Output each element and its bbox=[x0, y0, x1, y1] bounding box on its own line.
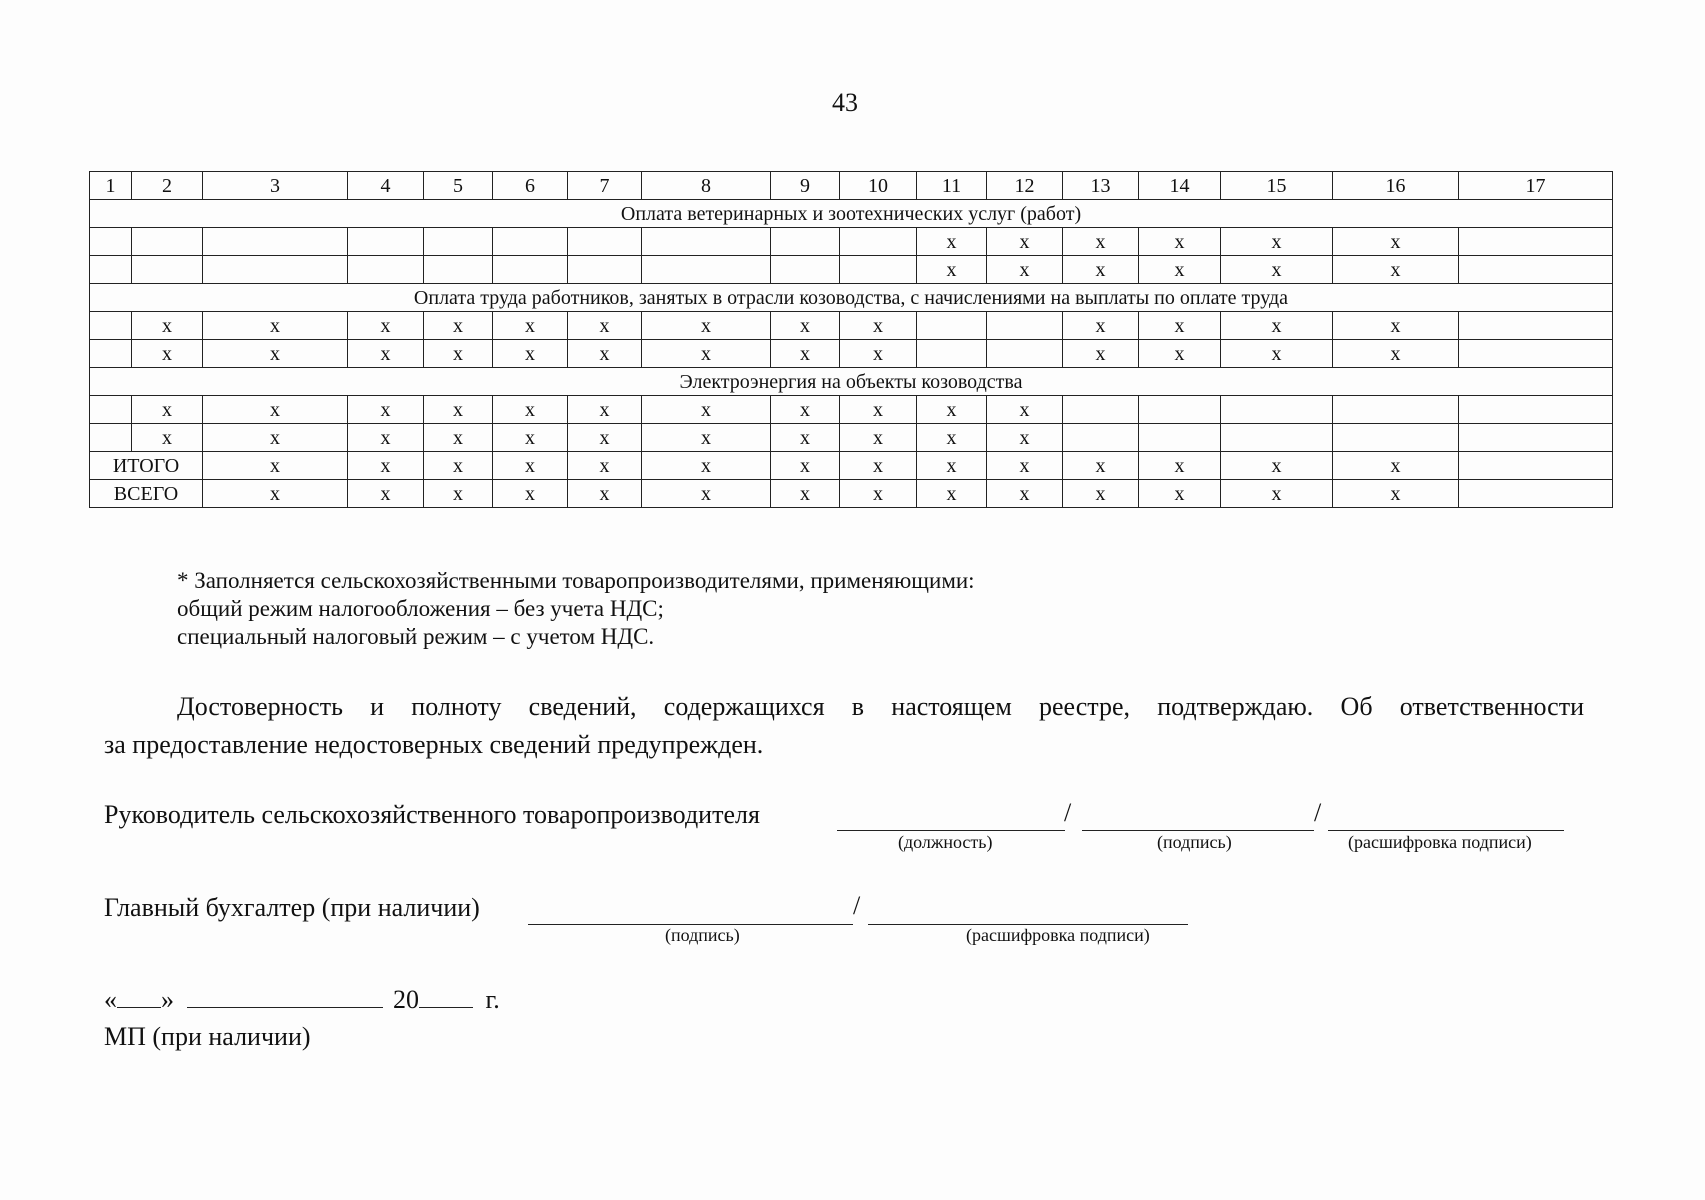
table-cell: x bbox=[132, 340, 203, 368]
accountant-signature-label: Главный бухгалтер (при наличии) bbox=[104, 893, 480, 922]
date-year-prefix: 20 bbox=[393, 985, 419, 1014]
table-cell bbox=[132, 256, 203, 284]
table-cell: x bbox=[642, 452, 771, 480]
table-cell: x bbox=[203, 452, 348, 480]
column-number: 3 bbox=[203, 172, 348, 200]
caption-signature: (подпись) bbox=[1157, 832, 1232, 852]
table-cell bbox=[1459, 228, 1613, 256]
date-row bbox=[104, 985, 500, 1015]
table-cell bbox=[840, 228, 917, 256]
table-cell: x bbox=[987, 256, 1063, 284]
table-cell: x bbox=[917, 396, 987, 424]
table-cell bbox=[771, 228, 840, 256]
footnote-line: общий режим налогообложения – без учета НДС; bbox=[177, 596, 664, 621]
table-cell bbox=[1459, 424, 1613, 452]
column-number-row bbox=[90, 172, 1613, 200]
table-cell: x bbox=[568, 480, 642, 508]
table-cell: x bbox=[348, 312, 424, 340]
table-cell: x bbox=[1063, 312, 1139, 340]
table-cell: x bbox=[568, 340, 642, 368]
table-cell bbox=[203, 228, 348, 256]
date-year-blank[interactable] bbox=[419, 985, 473, 1008]
table-cell: x bbox=[1221, 312, 1333, 340]
table-cell bbox=[1459, 452, 1613, 480]
table-cell: x bbox=[493, 424, 568, 452]
table-cell: x bbox=[1063, 452, 1139, 480]
column-number: 1 bbox=[90, 172, 132, 200]
table-cell: x bbox=[1063, 480, 1139, 508]
table-cell bbox=[1221, 424, 1333, 452]
table-cell bbox=[1221, 396, 1333, 424]
table-cell bbox=[203, 256, 348, 284]
head-position-line[interactable] bbox=[837, 806, 1065, 831]
table-cell: x bbox=[1221, 228, 1333, 256]
table-cell bbox=[424, 256, 493, 284]
table-cell bbox=[1063, 396, 1139, 424]
date-open-quote: « bbox=[104, 985, 117, 1014]
table-cell: x bbox=[424, 452, 493, 480]
column-number: 16 bbox=[1333, 172, 1459, 200]
table-cell: x bbox=[840, 480, 917, 508]
table-cell: x bbox=[493, 396, 568, 424]
table-cell: x bbox=[1333, 312, 1459, 340]
table-cell: x bbox=[1221, 480, 1333, 508]
certification-statement bbox=[104, 688, 1584, 764]
accountant-slash: / bbox=[853, 891, 861, 920]
table-cell: x bbox=[917, 228, 987, 256]
head-slash: / bbox=[1314, 798, 1322, 827]
total-row bbox=[90, 480, 1613, 508]
table-cell: x bbox=[424, 340, 493, 368]
table-cell: x bbox=[1333, 452, 1459, 480]
table-cell bbox=[90, 396, 132, 424]
date-day-blank[interactable] bbox=[117, 985, 161, 1008]
caption-decoding: (расшифровка подписи) bbox=[1348, 832, 1532, 852]
table-cell: x bbox=[1139, 452, 1221, 480]
head-decoding-line[interactable] bbox=[1328, 806, 1564, 831]
table-cell: x bbox=[771, 312, 840, 340]
table-cell: x bbox=[987, 480, 1063, 508]
accountant-decoding-line[interactable] bbox=[868, 899, 1188, 925]
table-cell bbox=[568, 256, 642, 284]
table-cell: x bbox=[840, 340, 917, 368]
column-number: 6 bbox=[493, 172, 568, 200]
table-cell bbox=[424, 228, 493, 256]
table-cell bbox=[1333, 424, 1459, 452]
table-cell: x bbox=[1139, 228, 1221, 256]
table-cell: x bbox=[348, 396, 424, 424]
table-row bbox=[90, 396, 1613, 424]
column-number: 17 bbox=[1459, 172, 1613, 200]
head-signature-label: Руководитель сельскохозяйственного товаропроизводителя bbox=[104, 800, 760, 829]
table-cell: x bbox=[203, 396, 348, 424]
table-cell: x bbox=[348, 480, 424, 508]
table-cell: x bbox=[132, 312, 203, 340]
table-cell: x bbox=[348, 452, 424, 480]
column-number: 8 bbox=[642, 172, 771, 200]
table-cell: x bbox=[203, 340, 348, 368]
table-row bbox=[90, 340, 1613, 368]
table-cell bbox=[1459, 312, 1613, 340]
table-cell bbox=[90, 228, 132, 256]
table-cell: x bbox=[642, 424, 771, 452]
table-cell bbox=[90, 424, 132, 452]
table-cell: x bbox=[771, 396, 840, 424]
table-cell: x bbox=[917, 424, 987, 452]
table-cell: x bbox=[771, 452, 840, 480]
table-cell: x bbox=[132, 396, 203, 424]
caption-decoding: (расшифровка подписи) bbox=[966, 925, 1150, 945]
table-cell: x bbox=[642, 340, 771, 368]
page-number: 43 bbox=[832, 88, 858, 117]
table-row bbox=[90, 228, 1613, 256]
table-cell: x bbox=[1139, 312, 1221, 340]
table-cell: x bbox=[771, 424, 840, 452]
section-row bbox=[90, 368, 1613, 396]
table-cell bbox=[1459, 340, 1613, 368]
table-cell: x bbox=[1221, 340, 1333, 368]
table-cell bbox=[1459, 256, 1613, 284]
section-title: Оплата труда работников, занятых в отрасли козоводства, с начислениями на выплаты по оплате труда bbox=[90, 284, 1613, 312]
total-row bbox=[90, 452, 1613, 480]
caption-signature: (подпись) bbox=[665, 925, 740, 945]
table-cell: x bbox=[917, 256, 987, 284]
table-cell: x bbox=[348, 340, 424, 368]
table-cell: x bbox=[1333, 340, 1459, 368]
table-cell bbox=[348, 228, 424, 256]
table-cell bbox=[493, 256, 568, 284]
table-cell bbox=[917, 340, 987, 368]
head-slash: / bbox=[1064, 798, 1072, 827]
column-number: 2 bbox=[132, 172, 203, 200]
table-cell: x bbox=[642, 480, 771, 508]
table-cell: x bbox=[568, 396, 642, 424]
statement-line: Достоверность и полноту сведений, содержащихся в настоящем реестре, подтверждаю. Об ответственности bbox=[177, 692, 1584, 721]
column-number: 7 bbox=[568, 172, 642, 200]
column-number: 14 bbox=[1139, 172, 1221, 200]
table-cell: x bbox=[987, 396, 1063, 424]
table-cell bbox=[1459, 480, 1613, 508]
table-cell: x bbox=[987, 452, 1063, 480]
table-cell: x bbox=[1063, 340, 1139, 368]
table-cell bbox=[642, 228, 771, 256]
table-cell: x bbox=[840, 424, 917, 452]
footnote-line: * Заполняется сельскохозяйственными товаропроизводителями, применяющими: bbox=[177, 568, 975, 593]
table-cell bbox=[987, 340, 1063, 368]
table-cell: x bbox=[424, 480, 493, 508]
table-cell: x bbox=[1221, 256, 1333, 284]
table-cell: x bbox=[917, 452, 987, 480]
section-row bbox=[90, 200, 1613, 228]
table-cell: x bbox=[1063, 256, 1139, 284]
table-cell bbox=[642, 256, 771, 284]
footnote bbox=[177, 567, 975, 651]
table-cell: x bbox=[568, 424, 642, 452]
table-cell bbox=[917, 312, 987, 340]
date-year-suffix: г. bbox=[485, 985, 500, 1014]
table-cell: x bbox=[1139, 480, 1221, 508]
column-number: 15 bbox=[1221, 172, 1333, 200]
table-cell: x bbox=[493, 340, 568, 368]
table-cell: x bbox=[424, 424, 493, 452]
table-cell: x bbox=[840, 452, 917, 480]
column-number: 10 bbox=[840, 172, 917, 200]
table-cell: x bbox=[1333, 480, 1459, 508]
table-cell: x bbox=[493, 452, 568, 480]
table-cell bbox=[493, 228, 568, 256]
table-cell bbox=[90, 256, 132, 284]
table-cell: x bbox=[1063, 228, 1139, 256]
date-close-quote: » bbox=[161, 985, 174, 1014]
column-number: 5 bbox=[424, 172, 493, 200]
register-table bbox=[89, 171, 1613, 508]
register-table-body bbox=[90, 172, 1613, 508]
total-label: ВСЕГО bbox=[90, 480, 203, 508]
table-cell: x bbox=[493, 480, 568, 508]
table-cell: x bbox=[203, 424, 348, 452]
table-cell: x bbox=[203, 480, 348, 508]
table-cell: x bbox=[1139, 256, 1221, 284]
table-cell: x bbox=[642, 312, 771, 340]
table-cell: x bbox=[840, 312, 917, 340]
table-cell: x bbox=[771, 340, 840, 368]
column-number: 13 bbox=[1063, 172, 1139, 200]
table-cell bbox=[1459, 396, 1613, 424]
table-cell bbox=[90, 340, 132, 368]
table-cell: x bbox=[493, 312, 568, 340]
table-cell: x bbox=[1139, 340, 1221, 368]
table-cell: x bbox=[424, 396, 493, 424]
table-cell bbox=[1139, 396, 1221, 424]
footnote-line: специальный налоговый режим – с учетом НДС. bbox=[177, 624, 655, 649]
statement-line: за предоставление недостоверных сведений предупрежден. bbox=[104, 730, 764, 759]
table-cell: x bbox=[1333, 228, 1459, 256]
table-cell bbox=[840, 256, 917, 284]
column-number: 9 bbox=[771, 172, 840, 200]
table-cell bbox=[348, 256, 424, 284]
table-cell bbox=[771, 256, 840, 284]
table-cell bbox=[987, 312, 1063, 340]
date-month-blank[interactable] bbox=[187, 985, 383, 1008]
table-cell: x bbox=[840, 396, 917, 424]
column-number: 11 bbox=[917, 172, 987, 200]
table-cell bbox=[1063, 424, 1139, 452]
column-number: 4 bbox=[348, 172, 424, 200]
table-row bbox=[90, 256, 1613, 284]
table-cell bbox=[1333, 396, 1459, 424]
table-cell: x bbox=[987, 424, 1063, 452]
section-row bbox=[90, 284, 1613, 312]
table-cell: x bbox=[1333, 256, 1459, 284]
table-cell: x bbox=[771, 480, 840, 508]
table-cell: x bbox=[917, 480, 987, 508]
table-cell: x bbox=[568, 312, 642, 340]
table-row bbox=[90, 424, 1613, 452]
accountant-signature-line[interactable] bbox=[528, 899, 853, 925]
table-cell: x bbox=[203, 312, 348, 340]
column-number: 12 bbox=[987, 172, 1063, 200]
head-signature-line[interactable] bbox=[1082, 806, 1314, 831]
table-cell bbox=[568, 228, 642, 256]
table-cell: x bbox=[987, 228, 1063, 256]
section-title: Оплата ветеринарных и зоотехнических услуг (работ) bbox=[90, 200, 1613, 228]
table-cell bbox=[90, 312, 132, 340]
caption-position: (должность) bbox=[898, 832, 993, 852]
table-cell: x bbox=[568, 452, 642, 480]
table-cell: x bbox=[132, 424, 203, 452]
table-cell bbox=[1139, 424, 1221, 452]
table-row bbox=[90, 312, 1613, 340]
section-title: Электроэнергия на объекты козоводства bbox=[90, 368, 1613, 396]
table-cell: x bbox=[1221, 452, 1333, 480]
table-cell bbox=[132, 228, 203, 256]
stamp-placeholder: МП (при наличии) bbox=[104, 1022, 311, 1051]
table-cell: x bbox=[642, 396, 771, 424]
table-cell: x bbox=[424, 312, 493, 340]
total-label: ИТОГО bbox=[90, 452, 203, 480]
table-cell: x bbox=[348, 424, 424, 452]
